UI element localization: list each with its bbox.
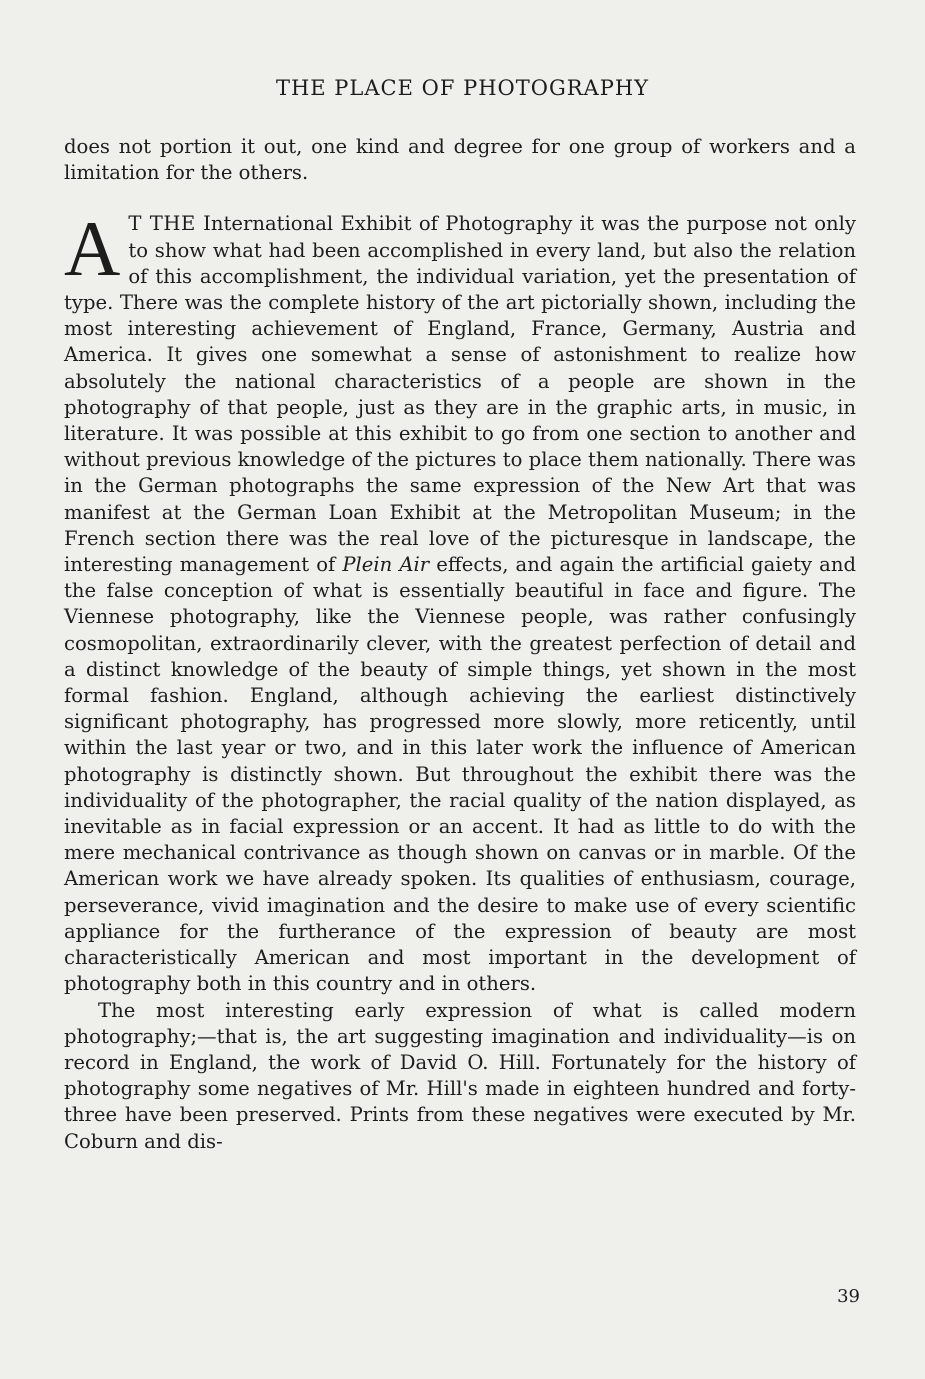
running-head: THE PLACE OF PHOTOGRAPHY: [275, 76, 650, 100]
paragraph-david-hill: The most interesting early expression of what is called modern photography;—that is, the art suggesting imagination and individuality—is on record in England, the work of David O. Hill. Fortunately for the history of photography some negatives of Mr. Hill's made in eighteen hundred and forty-three have been preserved. Prints from these negatives were executed by Mr. Coburn and dis-: [64, 998, 856, 1153]
italic-phrase: Plein Air: [342, 553, 430, 577]
lead-in-smallcaps: T THE: [128, 212, 196, 236]
drop-cap: A: [64, 205, 121, 293]
paragraph-international-exhibit: [64, 205, 856, 997]
body-text: [64, 134, 856, 1155]
page-number: 39: [837, 1286, 860, 1307]
paragraph-text-part-1: International Exhibit of Photography it was the purpose not only to show what had been accomplished in every land, but also the relation of this accomplishment, the individual variation, yet the presentation of type. There was the complete history of the art pictorially shown, including the most interesting achievement of England, France, Germany, Austria and America. It gives one somewhat a sense of astonishment to realize how absolutely the national characteristics of a people are shown in the photography of that people, just as they are in the graphic arts, in music, in literature. It was possible at this exhibit to go from one section to another and without previous knowledge of the pictures to place them nationally. There was in the German photographs the same expression of the New Art that was manifest at the German Loan Exhibit at the Metropolitan Museum; in the French section there was the real love of the picturesque in landscape, the interesting management of: [64, 212, 856, 577]
paragraph-continued: does not portion it out, one kind and degree for one group of workers and a limitation for the others.: [64, 135, 856, 185]
paragraph-text-part-2: effects, and again the artificial gaiety and the false conception of what is essentially beautiful in face and figure. The Viennese photography, like the Viennese people, was rather confusingly cosmopolitan, extraordinarily clever, with the greatest perfection of detail and a distinct knowledge of the beauty of simple things, yet shown in the most formal fashion. England, although achieving the earliest distinctively significant photography, has progressed more slowly, more reticently, until within the last year or two, and in this later work the influence of American photography is distinctly shown. But throughout the exhibit there was the individuality of the photographer, the racial quality of the nation displayed, as inevitable as in facial expression or an accent. It had as little to do with the mere mechanical contrivance as though shown on canvas or in marble. Of the American work we have already spoken. Its qualities of enthusiasm, courage, perseverance, vivid imagination and the desire to make use of every scientific appliance for the furtherance of the expression of beauty are most characteristically American and most important in the development of photography both in this country and in others.: [64, 553, 856, 996]
